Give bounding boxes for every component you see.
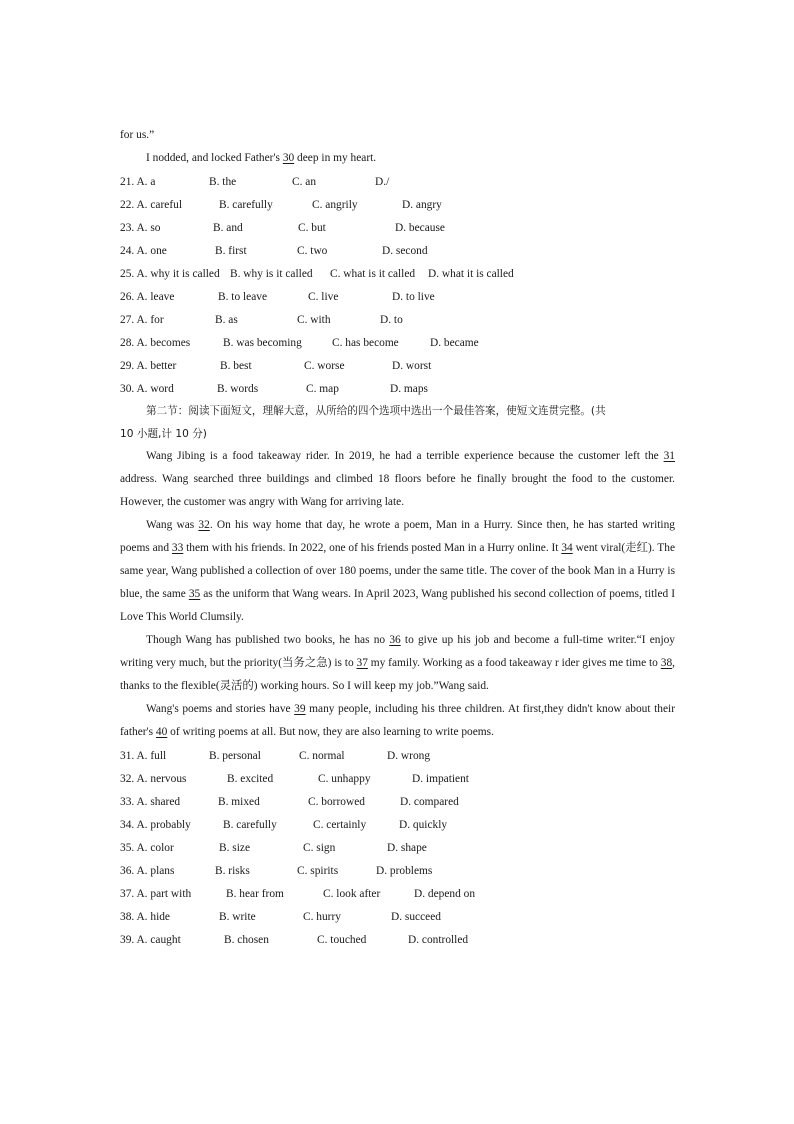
option-b: B. the	[209, 176, 237, 188]
option-b: B. carefully	[223, 819, 277, 831]
option-a: 25. A. why it is called	[120, 268, 220, 280]
option-d: D. depend on	[414, 888, 476, 900]
option-c: C. hurry	[303, 911, 341, 923]
option-d: D. succeed	[391, 911, 441, 923]
passage-paragraph: Wang Jibing is a food takeaway rider. In 2019, he had a terrible experience because the customer left the 31 address. Wang searched three buildings and climbed 18 floors before he finally brought the food to the customer. However, the customer was angry with Wang for arriving late.	[120, 450, 675, 508]
option-a: 35. A. color	[120, 842, 174, 854]
option-a: 21. A. a	[120, 176, 156, 188]
option-b: B. risks	[215, 865, 250, 877]
option-b: B. words	[217, 383, 259, 395]
option-b: B. personal	[209, 750, 261, 762]
option-d: D. what it is called	[428, 268, 514, 280]
option-c: C. map	[306, 383, 339, 395]
blank-31: 31	[663, 450, 675, 462]
option-c: C. unhappy	[318, 773, 371, 785]
option-b: B. chosen	[224, 934, 269, 946]
option-b: B. was becoming	[223, 337, 302, 349]
option-c: C. what is it called	[330, 268, 416, 280]
passage-paragraph: Though Wang has published two books, he has no 36 to give up his job and become a full-time writer.“I enjoy writing very much, but the priority(当务之急) is to 37 my family. Working as a food takeaway r ider gives me time to 38, thanks to the flexible(灵活的) working hours. So I will keep my job.”Wang said.	[120, 634, 676, 692]
option-d: D. impatient	[412, 773, 469, 785]
option-b: B. size	[219, 842, 251, 854]
option-d: D. wrong	[387, 750, 431, 762]
option-a: 28. A. becomes	[120, 337, 191, 349]
option-a: 22. A. careful	[120, 199, 182, 211]
option-c: C. with	[297, 314, 331, 326]
option-b: B. and	[213, 222, 243, 234]
option-b: B. to leave	[218, 291, 268, 303]
option-a: 24. A. one	[120, 245, 167, 257]
option-c: C. certainly	[313, 819, 367, 831]
blank-37: 37	[356, 657, 368, 669]
option-b: B. write	[219, 911, 256, 923]
option-d: D. became	[430, 337, 479, 349]
option-b: B. as	[215, 314, 238, 326]
option-c: C. but	[298, 222, 326, 234]
option-a: 37. A. part with	[120, 888, 192, 900]
option-d: D. second	[382, 245, 428, 257]
option-c: C. angrily	[312, 199, 358, 211]
option-d: D. quickly	[399, 819, 448, 831]
blank-38: 38	[660, 657, 673, 669]
section-2-heading-cont: 10 小题,计 10 分)	[120, 428, 207, 440]
option-d: D. angry	[402, 199, 442, 211]
option-d: D. because	[395, 222, 445, 234]
option-b: B. best	[220, 360, 252, 372]
option-d: D. shape	[387, 842, 427, 854]
option-d: D. to	[380, 314, 403, 326]
option-a: 39. A. caught	[120, 934, 181, 946]
option-a: 29. A. better	[120, 360, 177, 372]
option-a: 23. A. so	[120, 222, 161, 234]
option-c: C. look after	[323, 888, 381, 900]
option-b: B. mixed	[218, 796, 260, 808]
option-a: 36. A. plans	[120, 865, 175, 877]
option-b: B. excited	[227, 773, 274, 785]
option-b: B. carefully	[219, 199, 273, 211]
option-a: 30. A. word	[120, 383, 174, 395]
option-a: 34. A. probably	[120, 819, 191, 831]
option-c: C. sign	[303, 842, 336, 854]
blank-32: 32	[198, 519, 210, 531]
option-c: C. spirits	[297, 865, 339, 877]
passage-paragraph: Wang was 32. On his way home that day, he wrote a poem, Man in a Hurry. Since then, he has started writing poems and 33 them with his friends. In 2022, one of his friends posted Man in a Hurry online. It 34 went viral(走红). The same year, Wang published a collection of over 180 poems, under the same title. The cover of the book Man in a Hurry is blue, the same 35 as the uniform that Wang wears. In April 2023, Wang published his second collection of poems, titled I Love This World Clumsily.	[120, 519, 676, 623]
option-c: C. borrowed	[308, 796, 365, 808]
option-d: D. maps	[390, 383, 428, 395]
blank-39: 39	[294, 703, 306, 715]
option-d: D. problems	[376, 865, 433, 877]
option-c: C. live	[308, 291, 339, 303]
option-d: D. compared	[400, 796, 459, 808]
blank-33: 33	[171, 542, 184, 554]
option-a: 26. A. leave	[120, 291, 175, 303]
option-c: C. normal	[299, 750, 345, 762]
continued-text: for us.”	[120, 129, 155, 141]
option-d: D. worst	[392, 360, 432, 372]
option-a: 32. A. nervous	[120, 773, 187, 785]
blank-36: 36	[389, 634, 401, 646]
blank-40: 40	[155, 726, 168, 738]
option-c: C. worse	[304, 360, 345, 372]
blank-30: 30	[282, 152, 295, 164]
option-a: 38. A. hide	[120, 911, 170, 923]
option-d: D./	[375, 176, 390, 188]
blank-34: 34	[561, 542, 573, 554]
option-a: 33. A. shared	[120, 796, 181, 808]
option-a: 31. A. full	[120, 750, 167, 762]
closing-sentence: I nodded, and locked Father's 30 deep in my heart.	[146, 152, 377, 164]
option-a: 27. A. for	[120, 314, 164, 326]
option-c: C. has become	[332, 337, 399, 349]
reading-passage	[120, 445, 675, 744]
option-d: D. to live	[392, 291, 435, 303]
option-c: C. an	[292, 176, 317, 188]
passage-paragraph: Wang's poems and stories have 39 many people, including his three children. At first,they didn't know about their father's 40 of writing poems at all. But now, they are also learning to write poems.	[120, 703, 675, 738]
option-b: B. why is it called	[230, 268, 313, 280]
option-b: B. first	[215, 245, 247, 257]
option-b: B. hear from	[226, 888, 284, 900]
blank-35: 35	[188, 588, 201, 600]
option-c: C. touched	[317, 934, 367, 946]
option-d: D. controlled	[408, 934, 469, 946]
option-c: C. two	[297, 245, 328, 257]
section-2-heading: 第二节：阅读下面短文，理解大意，从所给的四个选项中选出一个最佳答案，使短文连贯完整。(共	[146, 405, 606, 417]
